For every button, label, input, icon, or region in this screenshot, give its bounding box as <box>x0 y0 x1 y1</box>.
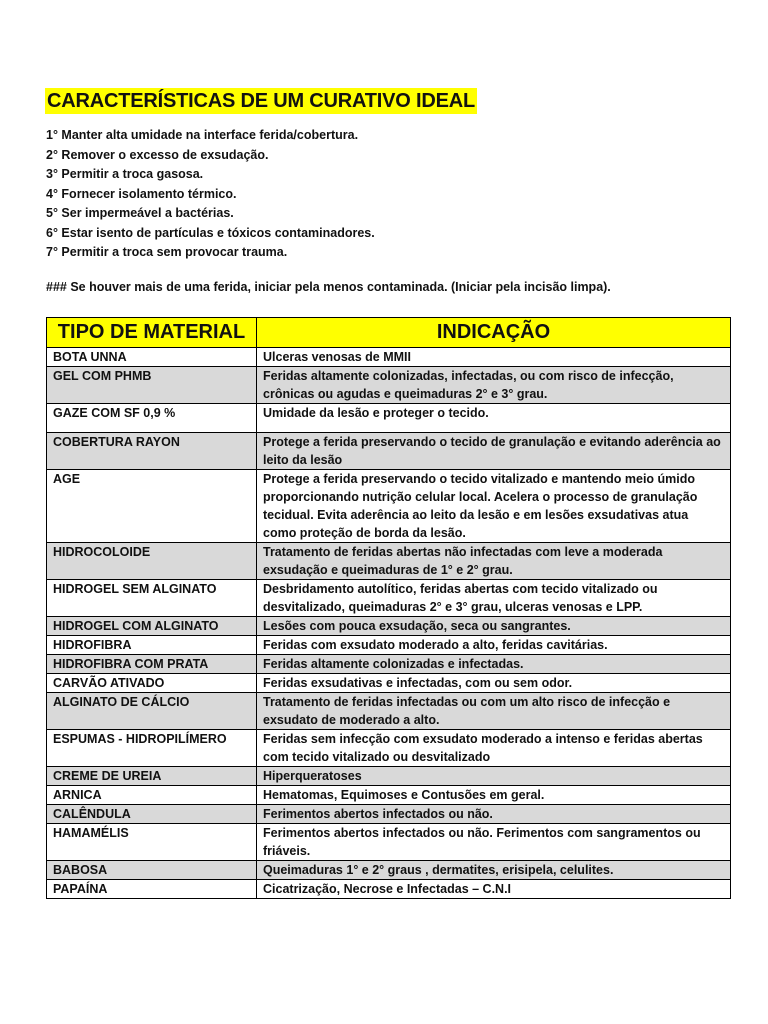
indication-cell: Desbridamento autolítico, feridas abertas com tecido vitalizado ou desvitalizado, queimaduras 2° e 3° grau, ulceras venosas e LPP. <box>257 580 731 617</box>
indication-cell: Feridas com exsudato moderado a alto, feridas cavitárias. <box>257 636 731 655</box>
material-cell: HIDROGEL SEM ALGINATO <box>47 580 257 617</box>
indication-cell: Protege a ferida preservando o tecido de granulação e evitando aderência ao leito da lesão <box>257 433 731 470</box>
table-row <box>47 693 731 730</box>
material-cell: COBERTURA RAYON <box>47 433 257 470</box>
list-item: 5° Ser impermeável a bactérias. <box>46 206 234 220</box>
list-item: 4° Fornecer isolamento térmico. <box>46 186 237 201</box>
list-item: 3° Permitir a troca gasosa. <box>46 167 204 181</box>
table-row <box>47 433 731 470</box>
table-row <box>47 348 731 367</box>
indication-cell: Umidade da lesão e proteger o tecido. <box>257 404 731 433</box>
table-row <box>47 805 731 824</box>
list-item: 7° Permitir a troca sem provocar trauma. <box>46 245 288 259</box>
characteristics-list <box>46 126 375 263</box>
table-row <box>47 861 731 880</box>
page-title: CARACTERÍSTICAS DE UM CURATIVO IDEAL <box>47 90 475 112</box>
table-header-row <box>47 318 731 348</box>
indication-cell: Feridas exsudativas e infectadas, com ou sem odor. <box>257 674 731 693</box>
material-cell: BABOSA <box>47 861 257 880</box>
indication-cell: Ferimentos abertos infectados ou não. <box>257 805 731 824</box>
indication-cell: Protege a ferida preservando o tecido vitalizado e mantendo meio úmido proporcionando nutrição celular local. Acelera o processo de granulação tecidual. Evita aderência ao leito da lesão e em lesões exsudativas atua como proteção de borda da lesão. <box>257 470 731 543</box>
table-row <box>47 655 731 674</box>
material-cell: HIDROFIBRA <box>47 636 257 655</box>
table-row <box>47 367 731 404</box>
table-row <box>47 880 731 899</box>
material-cell: AGE <box>47 470 257 543</box>
indication-cell: Feridas altamente colonizadas, infectadas, ou com risco de infecção, crônicas ou agudas e queimaduras 2° e 3° grau. <box>257 367 731 404</box>
material-cell: HIDROGEL COM ALGINATO <box>47 617 257 636</box>
table-row <box>47 767 731 786</box>
indication-cell: Feridas altamente colonizadas e infectadas. <box>257 655 731 674</box>
table-row <box>47 674 731 693</box>
indication-cell: Hematomas, Equimoses e Contusões em geral. <box>257 786 731 805</box>
header-indicacao: INDICAÇÃO <box>257 318 731 348</box>
header-tipo-material: TIPO DE MATERIAL <box>47 318 257 348</box>
list-item: 2° Remover o excesso de exsudação. <box>46 147 269 162</box>
table-row <box>47 580 731 617</box>
list-item: 1° Manter alta umidade na interface ferida/cobertura. <box>46 128 359 142</box>
material-cell: CREME DE UREIA <box>47 767 257 786</box>
indication-cell: Cicatrização, Necrose e Infectadas – C.N.I <box>257 880 731 899</box>
indication-cell: Ulceras venosas de MMII <box>257 348 731 367</box>
table-row <box>47 786 731 805</box>
table-row <box>47 824 731 861</box>
table-row <box>47 636 731 655</box>
material-cell: GEL COM PHMB <box>47 367 257 404</box>
table-row <box>47 730 731 767</box>
table-row <box>47 543 731 580</box>
material-cell: HAMAMÉLIS <box>47 824 257 861</box>
table-row <box>47 404 731 433</box>
indication-cell: Ferimentos abertos infectados ou não. Ferimentos com sangramentos ou friáveis. <box>257 824 731 861</box>
material-cell: BOTA UNNA <box>47 348 257 367</box>
indication-cell: Tratamento de feridas infectadas ou com um alto risco de infecção e exsudato de moderado a alto. <box>257 693 731 730</box>
material-cell: PAPAÍNA <box>47 880 257 899</box>
material-cell: ALGINATO DE CÁLCIO <box>47 693 257 730</box>
material-cell: ARNICA <box>47 786 257 805</box>
material-cell: CARVÃO ATIVADO <box>47 674 257 693</box>
indication-cell: Hiperqueratoses <box>257 767 731 786</box>
note-text: ### Se houver mais de uma ferida, iniciar pela menos contaminada. (Iniciar pela incisão limpa). <box>46 280 611 294</box>
indication-cell: Tratamento de feridas abertas não infectadas com leve a moderada exsudação e queimaduras de 1° e 2° grau. <box>257 543 731 580</box>
list-item: 6° Estar isento de partículas e tóxicos contaminadores. <box>46 225 375 240</box>
material-cell: ESPUMAS - HIDROPILÍMERO <box>47 730 257 767</box>
indication-cell: Lesões com pouca exsudação, seca ou sangrantes. <box>257 617 731 636</box>
table-row <box>47 617 731 636</box>
material-cell: HIDROFIBRA COM PRATA <box>47 655 257 674</box>
material-cell: HIDROCOLOIDE <box>47 543 257 580</box>
material-cell: CALÊNDULA <box>47 805 257 824</box>
indication-cell: Queimaduras 1° e 2° graus , dermatites, erisipela, celulites. <box>257 861 731 880</box>
table-row <box>47 470 731 543</box>
material-cell: GAZE COM SF 0,9 % <box>47 404 257 433</box>
materials-table <box>46 317 731 899</box>
indication-cell: Feridas sem infecção com exsudato moderado a intenso e feridas abertas com tecido vitalizado ou desvitalizado <box>257 730 731 767</box>
